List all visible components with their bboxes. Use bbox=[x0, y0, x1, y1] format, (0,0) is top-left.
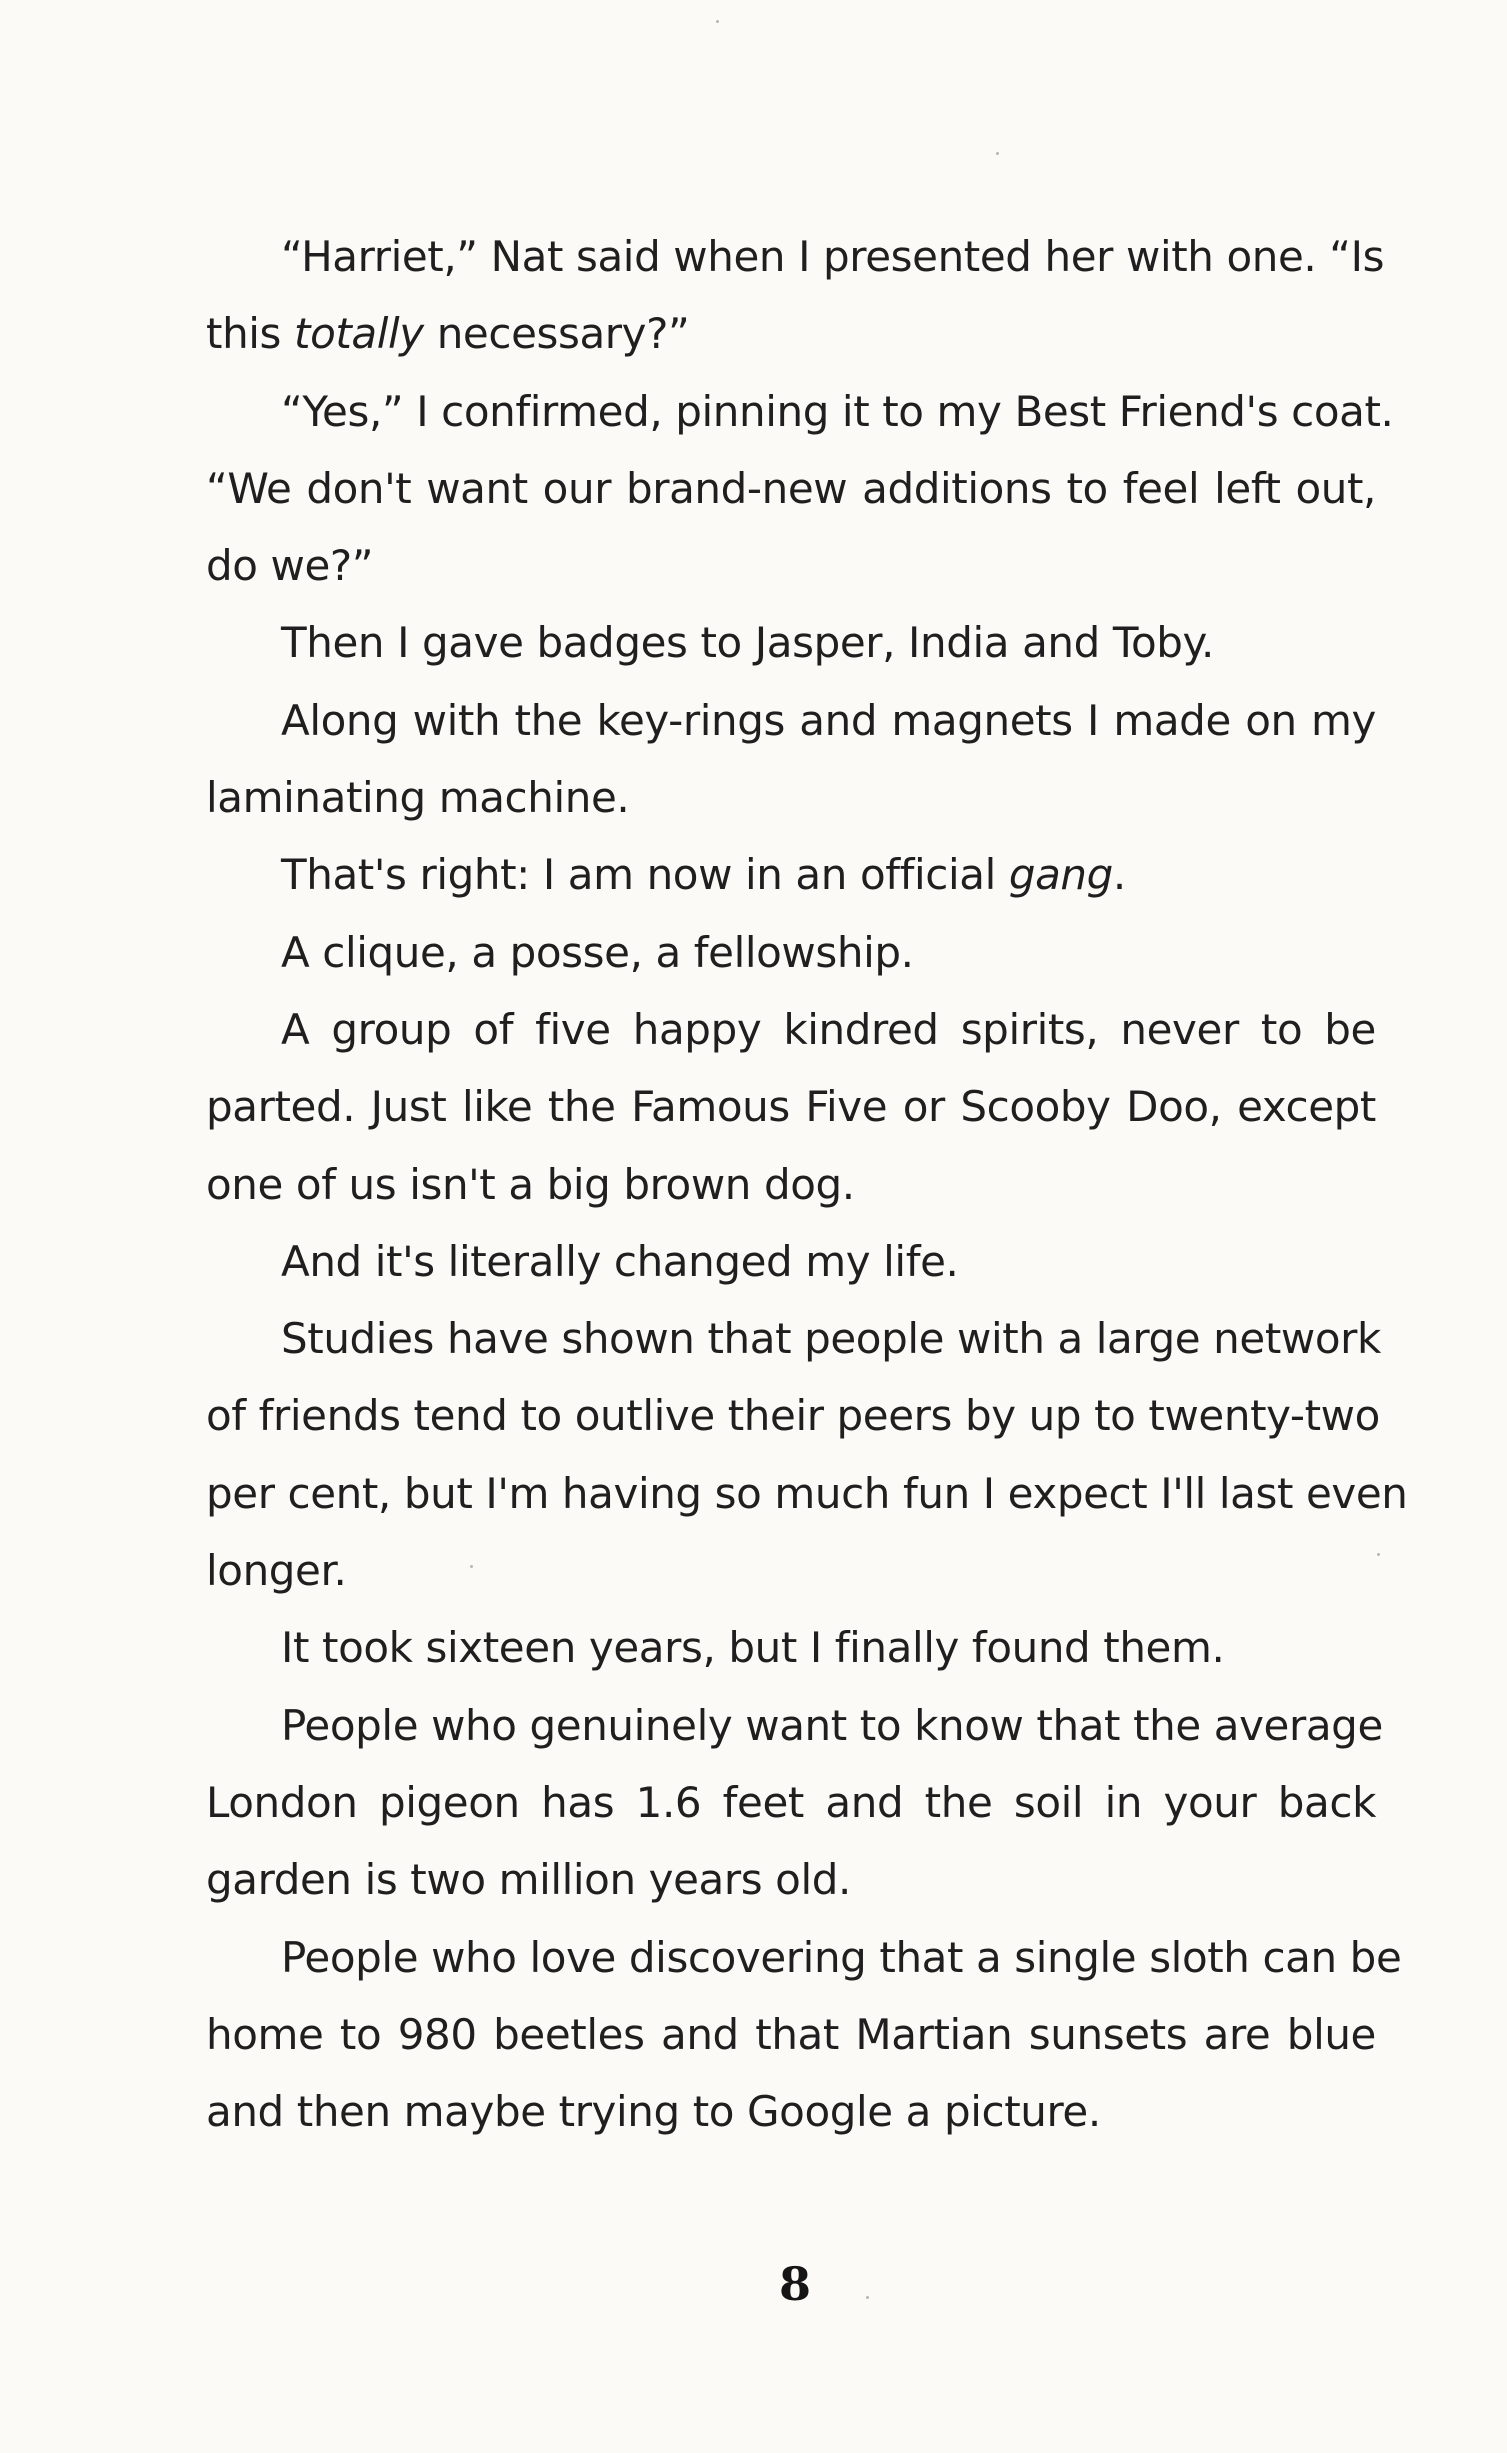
text-line bbox=[206, 1153, 1376, 1230]
text-line bbox=[206, 534, 1376, 611]
text-segment: do we?” bbox=[206, 541, 374, 591]
text-line bbox=[206, 998, 1376, 1075]
text-segment: “We don't want our brand-new additions to feel left out, bbox=[206, 463, 1376, 513]
text-segment: Studies have shown that people with a large network bbox=[281, 1314, 1381, 1364]
text-line bbox=[206, 1848, 1376, 1925]
text-segment: A clique, a posse, a fellowship. bbox=[281, 927, 914, 977]
body-text bbox=[206, 225, 1408, 2157]
text-line bbox=[206, 1307, 1381, 1384]
text-line bbox=[206, 1616, 1376, 1693]
text-segment: Along with the key-rings and magnets I made on my bbox=[281, 695, 1376, 745]
text-segment: per cent, but I'm having so much fun I expect I'll last even bbox=[206, 1468, 1408, 1518]
paper-speck bbox=[1377, 1553, 1380, 1556]
text-line bbox=[206, 1694, 1383, 1771]
paper-speck bbox=[470, 1565, 473, 1568]
text-line bbox=[206, 1462, 1408, 1539]
text-segment: one of us isn't a big brown dog. bbox=[206, 1159, 855, 1209]
text-segment: People who love discovering that a single sloth can be bbox=[281, 1932, 1402, 1982]
text-line bbox=[206, 1384, 1380, 1461]
text-line bbox=[206, 457, 1376, 534]
text-segment: It took sixteen years, but I finally found them. bbox=[281, 1623, 1225, 1673]
text-segment: . bbox=[1112, 850, 1126, 900]
text-segment: London pigeon has 1.6 feet and the soil in your back bbox=[206, 1777, 1376, 1827]
text-segment: this bbox=[206, 309, 294, 359]
text-line bbox=[206, 921, 1376, 998]
text-line bbox=[206, 1539, 1376, 1616]
text-line bbox=[206, 1771, 1376, 1848]
text-segment: necessary?” bbox=[423, 309, 690, 359]
text-line bbox=[206, 2003, 1376, 2080]
emphasis-text: gang bbox=[1008, 850, 1113, 900]
text-line bbox=[206, 225, 1385, 302]
text-segment: That's right: I am now in an official bbox=[281, 850, 1009, 900]
text-segment: garden is two million years old. bbox=[206, 1855, 851, 1905]
paper-speck bbox=[996, 152, 999, 155]
text-segment: “Harriet,” Nat said when I presented her with one. “Is bbox=[281, 232, 1385, 281]
text-line bbox=[206, 843, 1376, 920]
page-number: 8 bbox=[778, 2257, 811, 2311]
text-line bbox=[206, 302, 1376, 379]
text-segment: People who genuinely want to know that the average bbox=[281, 1700, 1383, 1750]
text-line bbox=[206, 611, 1376, 688]
text-segment: of friends tend to outlive their peers by up to twenty-two bbox=[206, 1391, 1380, 1441]
text-segment: Then I gave badges to Jasper, India and Toby. bbox=[281, 618, 1214, 668]
text-segment: parted. Just like the Famous Five or Scooby Doo, except bbox=[206, 1082, 1376, 1132]
emphasis-text: totally bbox=[294, 309, 424, 359]
text-line bbox=[206, 2080, 1376, 2157]
text-segment: laminating machine. bbox=[206, 773, 630, 823]
text-line bbox=[206, 689, 1376, 766]
paper-speck bbox=[866, 2296, 869, 2299]
text-line bbox=[206, 766, 1376, 843]
text-line bbox=[206, 380, 1394, 457]
text-segment: And it's literally changed my life. bbox=[281, 1236, 959, 1286]
text-segment: and then maybe trying to Google a picture. bbox=[206, 2087, 1101, 2137]
text-segment: A group of five happy kindred spirits, never to be bbox=[281, 1004, 1376, 1054]
text-line bbox=[206, 1075, 1376, 1152]
text-segment: longer. bbox=[206, 1546, 347, 1596]
text-segment: home to 980 beetles and that Martian sunsets are blue bbox=[206, 2009, 1376, 2059]
text-line bbox=[206, 1926, 1402, 2003]
paper-speck bbox=[716, 20, 719, 23]
text-line bbox=[206, 1230, 1376, 1307]
text-segment: “Yes,” I confirmed, pinning it to my Best Friend's coat. bbox=[281, 386, 1394, 436]
